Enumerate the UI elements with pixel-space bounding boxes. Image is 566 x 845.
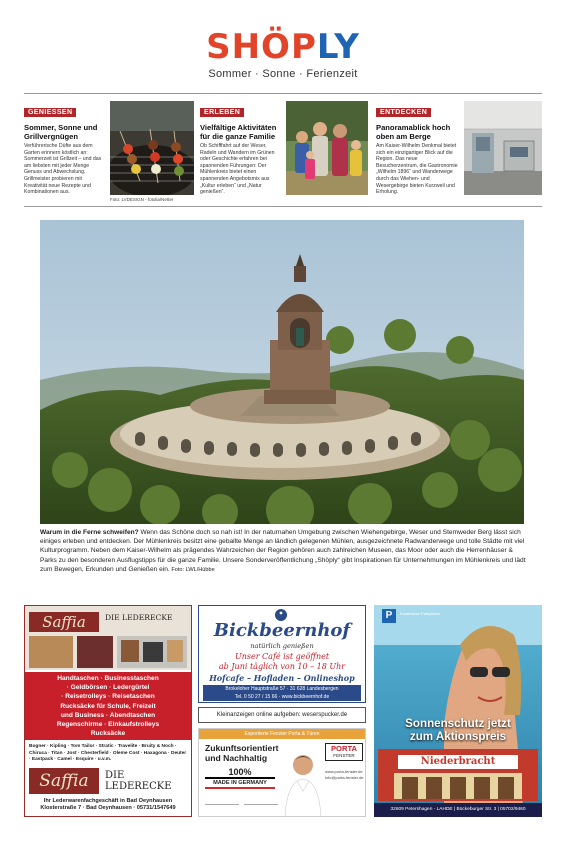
porta-topline: Exportierte Fenster Porta & Türen bbox=[199, 729, 365, 739]
ad-porta-fenster[interactable] bbox=[198, 728, 366, 817]
address-line: Klosterstraße 7 · Bad Oeynhausen · 05731/1547649 bbox=[40, 805, 176, 812]
store-photo bbox=[378, 749, 538, 801]
porta-logo bbox=[325, 743, 363, 761]
saffia-sign-sub: DIE LEDERECKE bbox=[105, 770, 172, 792]
category-label: ENTDECKEN bbox=[376, 108, 431, 117]
tagline: Sommer · Sonne · Ferienzeit bbox=[208, 68, 358, 80]
teaser-title: Vielfältige Aktivitäten für die ganze Familie bbox=[200, 123, 277, 141]
cafe-line-1: Unser Café ist geöffnet bbox=[234, 652, 330, 661]
headline-line: Zukunftsorientiert bbox=[205, 743, 279, 753]
address-line: Ihr Lederwarenfachgeschäft in Bad Oeynhausen bbox=[43, 798, 173, 804]
photo-credit: Foto: LVDESIGN - fotolia/Netter bbox=[110, 197, 174, 202]
porta-logo-sub: FENSTER bbox=[333, 753, 355, 758]
category-label: ERLEBEN bbox=[200, 108, 244, 117]
category-label: GENIESSEN bbox=[24, 108, 76, 117]
parking-icon: P bbox=[382, 609, 396, 623]
ad-niederbracht[interactable] bbox=[374, 605, 542, 817]
porta-signatures bbox=[205, 795, 279, 813]
product-line: Rucksäcke bbox=[90, 730, 126, 738]
monument-aerial-photo bbox=[40, 220, 524, 524]
saffia-address bbox=[27, 798, 189, 813]
teaser-text: Verführerische Düfte aus dem Garten erinnern köstlich an: Sommerzeit ist Grillzeit – und das am liebsten mit jeder Menge Genuss und Abwechslung. Grillmeister probieren mit Kreativität neue Rezepte und Kombinationen aus. bbox=[24, 143, 102, 196]
caption-lead: Warum in die Ferne schweifen? bbox=[40, 529, 139, 536]
teaser-entdecken[interactable] bbox=[376, 101, 542, 205]
caption-credit: Foto: LWL/Hübbe bbox=[169, 566, 215, 573]
logo bbox=[0, 28, 566, 66]
teaser-title: Sommer, Sonne und Grillvergnügen bbox=[24, 123, 98, 141]
masthead bbox=[0, 28, 566, 80]
web-line: info@porta-fenster.de bbox=[325, 775, 364, 780]
promo-headline bbox=[378, 717, 538, 743]
hero-caption bbox=[40, 528, 526, 575]
storefront-photo bbox=[25, 606, 191, 670]
teaser-title: Panoramablick hoch oben am Berge bbox=[376, 123, 451, 141]
product-line: Rucksäcke für Schule, Freizeit bbox=[60, 702, 156, 710]
cafe-line-2: ab Juni täglich von 10 – 18 Uhr bbox=[218, 662, 346, 671]
porta-logo-main: PORTA bbox=[330, 744, 357, 753]
man-portrait bbox=[281, 747, 325, 817]
museum-photo bbox=[464, 101, 542, 195]
porta-web bbox=[325, 769, 365, 781]
brand-list: Bogner · Kipling · Tom Tailor · Stratic · Travelite · Bruity & Noch · Chiruca · Titan · Jost · Chesterfield · Oleme Cost · Haxagona · Deuter · Eastpack · Camel · Esquire · u.v.m. bbox=[29, 744, 187, 763]
classifieds-banner[interactable]: Kleinanzeigen online aufgeben: weserspucker.de bbox=[198, 707, 366, 723]
contact-line: Tel. 0 50 27 / 15 66 · www.bickbeernhof.de bbox=[234, 693, 330, 700]
saffia-logo: Saffia bbox=[29, 612, 99, 632]
store-logo: Niederbracht bbox=[398, 755, 518, 769]
product-line: · Geldbörsen · Ledergürtel bbox=[66, 684, 150, 692]
web-line: www.porta-fenster.de bbox=[325, 769, 363, 774]
parking-label: Kostenlose Parkplätze bbox=[400, 611, 440, 616]
saffia-sub: DIE LEDERECKE bbox=[105, 613, 173, 622]
ad-saffia[interactable] bbox=[24, 605, 192, 817]
product-line: · Reisetrolleys · Reisetaschen bbox=[61, 693, 155, 701]
bickbeernhof-logo: Bickbeernhof bbox=[213, 620, 351, 641]
product-line: Regenschirme · Einkaufstrolleys bbox=[56, 721, 160, 729]
divider-top bbox=[24, 93, 542, 94]
logo-part-1: SHÖP bbox=[206, 27, 317, 67]
product-list bbox=[25, 672, 191, 740]
saffia-sign-logo: Saffia bbox=[29, 768, 99, 794]
teaser-geniessen[interactable] bbox=[24, 101, 194, 205]
offer-line: Hofcafe – Hofladen – Onlineshop bbox=[209, 673, 355, 683]
teaser-strip bbox=[24, 101, 542, 205]
ad-bickbeernhof[interactable] bbox=[198, 605, 366, 703]
teaser-text: Am Kaiser-Wilhelm Denkmal bietet sich ein einzigartiger Blick auf die Region. Das neue Besucherzentrum, die Gastronomie „Wilhelm 1896“ und Wanderwege durch das Wiehen- und Wesergebirge bieten Kurzweil und Erholung. bbox=[376, 143, 458, 196]
caption-text: Wenn das Schöne doch so nah ist! In der naturnahen Umgebung zwischen Wiehengebirge, Weser und Stemweder Berg lässt sich einiges erleben und entdecken. Der Mühlenkreis besitzt eine geballte Menge an ländlich gelegenen Mühlen, ausgezeichnete Radwanderwege und tolle Städte mit viel Kulturprogramm. Neben dem Kaiser-Wilhelm als prägendes Wahrzeichen der Region gehören auch zahlreichen Museen, das Moor oder auch die Herrenhäuser & Parks zu den besonderen Ausflugstipps für die ganze Familie. Unsere Sonderveröffentlichung „Shöply“ gibt Inspirationen für Unternehmungen im Mühlenkreis und lädt zum Bewegen, Erkunden und Genießen ein. bbox=[40, 529, 526, 573]
store-footer: 32609 Petershagen - LAHDE | Bückeburger Str. 3 | 05702/9460 bbox=[374, 803, 542, 817]
teaser-erleben[interactable] bbox=[200, 101, 368, 205]
contact-bar bbox=[203, 685, 361, 701]
grill-photo bbox=[110, 101, 194, 195]
badge-percent: 100% bbox=[228, 767, 252, 777]
bickbeernhof-tagline: natürlich genießen bbox=[250, 642, 314, 650]
divider-bottom bbox=[24, 206, 542, 207]
teaser-text: Ob Schifffahrt auf der Weser, Radeln und Wandern im Grünen oder Geschichte erfahren bei spannenden Führungen: Der Mühlenkreis bietet einen spannenden Angebotsmix aus „Kultur erleben“ und „Natur genießen“. bbox=[200, 143, 275, 196]
headline-line: Sonnenschutz jetzt bbox=[405, 717, 511, 730]
family-photo bbox=[286, 101, 368, 195]
made-in-germany-badge bbox=[205, 767, 275, 789]
badge-text: MADE IN GERMANY bbox=[205, 777, 275, 789]
headline-line: zum Aktionspreis bbox=[409, 730, 507, 743]
product-line: Handtaschen · Businesstaschen bbox=[57, 675, 159, 682]
address-line: Brokeloher Hauptstraße 57 · 31 628 Landesbergen bbox=[225, 686, 339, 692]
logo-part-2: LY bbox=[316, 27, 360, 67]
product-line: und Business · Abendtaschen bbox=[60, 711, 156, 719]
headline-line: und Nachhaltig bbox=[205, 753, 268, 763]
